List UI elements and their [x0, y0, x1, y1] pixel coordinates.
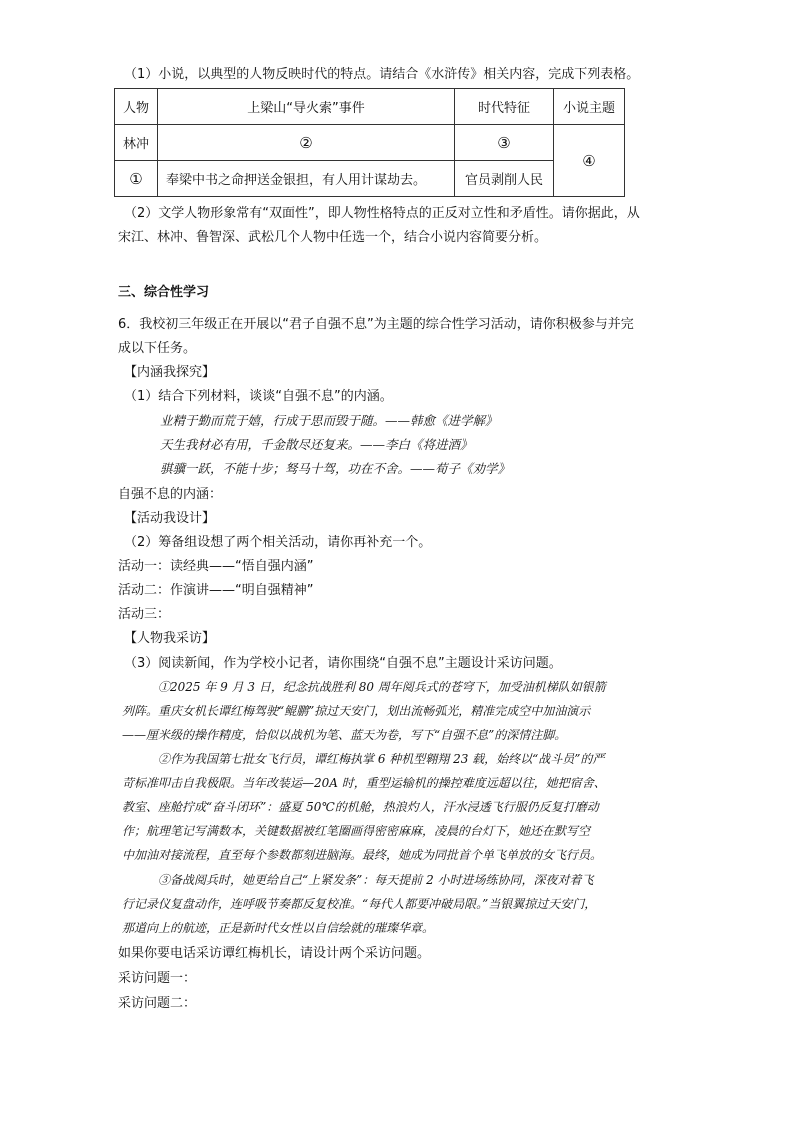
table-row [115, 161, 625, 197]
part2-title: 【活动我设计】 [124, 511, 216, 526]
table-row [115, 125, 625, 161]
cell-theme-blank: ④ [554, 125, 625, 197]
part3-title: 【人物我采访】 [124, 631, 216, 646]
header-character: 人物 [115, 89, 158, 125]
cell-character: 林冲 [115, 125, 158, 161]
news-line: 中加油对接流程，直至每个参数都刻进脑海。最终，她成为同批首个单飞单放的女飞行员。 [122, 848, 603, 862]
q2-line2: 宋江、林冲、鲁智深、武松几个人物中任选一个，结合小说内容简要分析。 [118, 230, 548, 245]
q6-line2: 成以下任务。 [118, 341, 197, 356]
table-header-row [115, 89, 625, 125]
part1-title: 【内涵我探究】 [124, 365, 216, 380]
water-margin-table [114, 88, 625, 197]
q2-line1: （2）文学人物形象常有“双面性”，即人物性格特点的正反对立性和矛盾性。请你据此，从 [124, 206, 640, 221]
q1-intro: （1）小说，以典型的人物反映时代的特点。请结合《水浒传》相关内容，完成下列表格。 [124, 67, 640, 82]
quote-item: 天生我材必有用，千金散尽还复来。——李白《将进酒》 [160, 437, 473, 452]
cell-character-blank: ① [115, 161, 158, 197]
news-line: 列阵。重庆女机长谭红梅驾驶“鲲鹏”掠过天安门，划出流畅弧光，精准完成空中加油演示 [122, 704, 591, 718]
activity-one: 活动一：读经典——“悟自强内涵” [118, 559, 314, 574]
cell-event: 奉梁中书之命押送金银担，有人用计谋劫去。 [158, 161, 455, 197]
cell-era-blank: ③ [455, 125, 554, 161]
interview-question-one: 采访问题一： [118, 971, 197, 986]
part1-answer-label: 自强不息的内涵： [118, 487, 223, 502]
news-line: ②作为我国第七批女飞行员，谭红梅执掌 6 种机型翱翔 23 载，始终以“战斗员”的严 [158, 752, 605, 766]
news-line: 教室、座舱拧成“奋斗闭环”：盛夏 50℃的机舱，热浪灼人，汗水浸透飞行服仍反复打磨动 [122, 800, 599, 814]
activity-three: 活动三： [118, 607, 171, 622]
header-event: 上梁山“导火索”事件 [158, 89, 455, 125]
news-line: 那道向上的航迹，正是新时代女性以自信绘就的璀璨华章。 [122, 921, 435, 935]
q6-line1: 6．我校初三年级正在开展以“君子自强不息”为主题的综合性学习活动，请你积极参与并完 [118, 317, 634, 332]
news-line: 行记录仪复盘动作，连呼吸节奏都反复校准。“每代人都要冲破局限。”当银翼掠过天安门， [122, 897, 597, 911]
activity-two: 活动二：作演讲——“明自强精神” [118, 583, 314, 598]
cell-event-blank: ② [158, 125, 455, 161]
news-line: ③备战阅兵时，她更给自己“上紧发条”：每天提前 2 小时进场练协同，深夜对着飞 [158, 873, 594, 887]
header-era: 时代特征 [455, 89, 554, 125]
news-line: ——厘米级的操作精度，恰似以战机为笔、蓝天为卷，写下“自强不息”的深情注脚。 [122, 728, 567, 742]
news-line: 作；航理笔记写满数本，关键数据被红笔圈画得密密麻麻，凌晨的台灯下，她还在默写空 [122, 824, 591, 838]
quote-item: 骐骥一跃，不能十步；驽马十驾，功在不舍。——荀子《劝学》 [160, 461, 511, 476]
part3-question: （3）阅读新闻，作为学校小记者，请你围绕“自强不息”主题设计采访问题。 [124, 656, 562, 671]
section-title: 三、综合性学习 [118, 285, 210, 300]
header-theme: 小说主题 [554, 89, 625, 125]
quote-item: 业精于勤而荒于嬉，行成于思而毁于随。——韩愈《进学解》 [160, 413, 498, 428]
cell-era: 官员剥削人民 [455, 161, 554, 197]
news-line: 苛标准叩击自我极限。当年改装运—20A 时，重型运输机的操控难度远超以往，她把宿舍、 [122, 776, 606, 790]
news-line: ①2025 年 9 月 3 日，纪念抗战胜利 80 周年阅兵式的苍穹下，加受油机梯队如银箭 [158, 680, 606, 694]
part3-task: 如果你要电话采访谭红梅机长，请设计两个采访问题。 [118, 946, 431, 961]
part1-question: （1）结合下列材料，谈谈“自强不息”的内涵。 [124, 389, 393, 404]
interview-question-two: 采访问题二： [118, 996, 197, 1011]
part2-question: （2）筹备组设想了两个相关活动，请你再补充一个。 [124, 535, 432, 550]
